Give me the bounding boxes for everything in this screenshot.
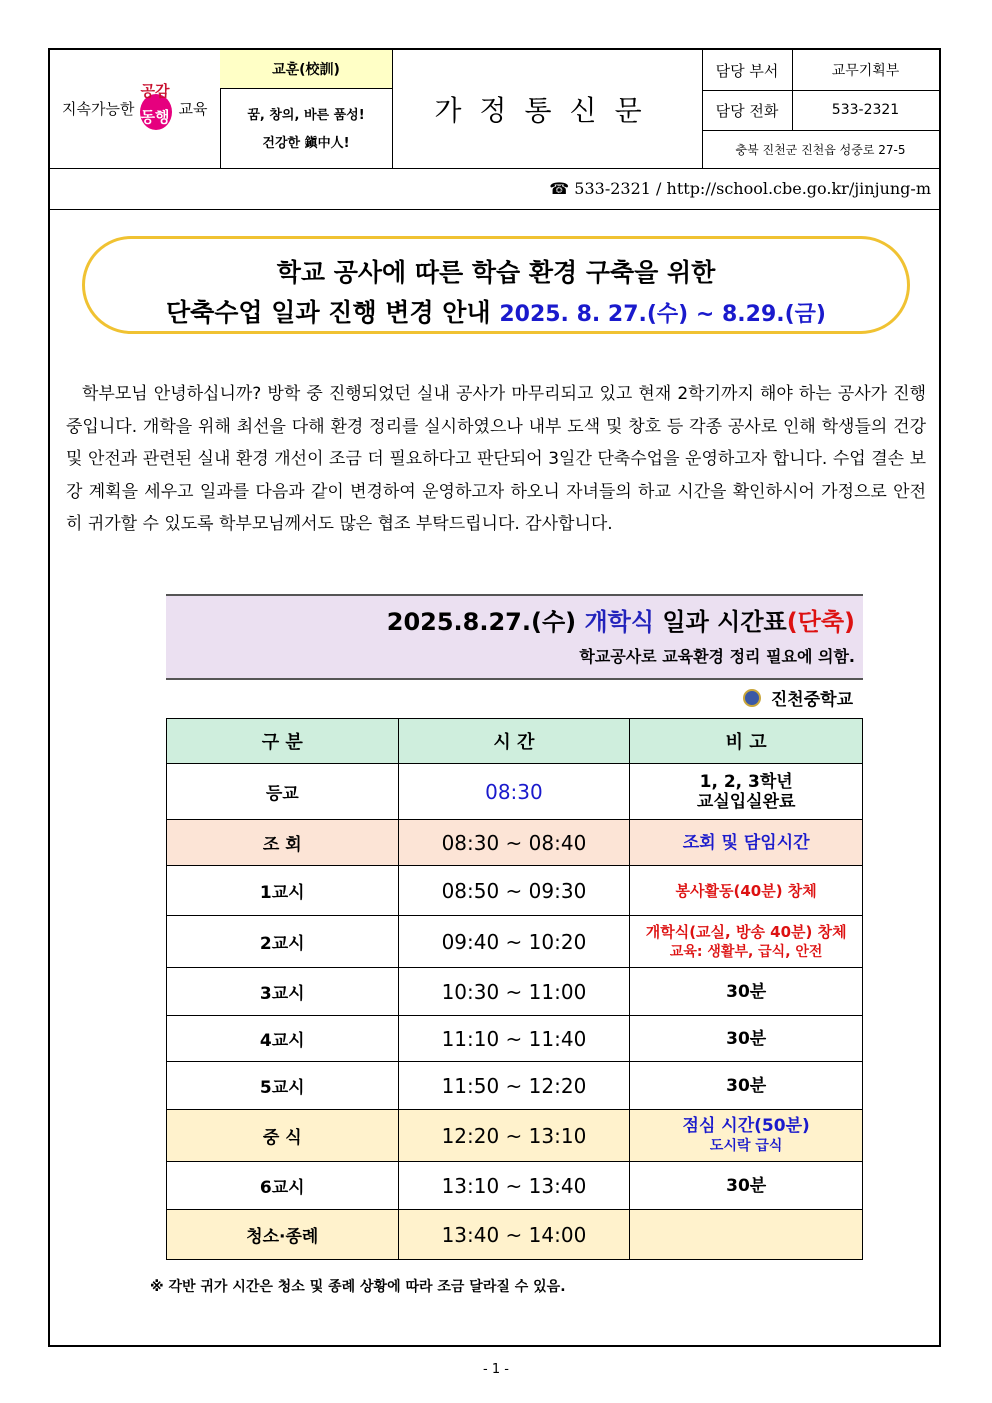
- row-note: [630, 1210, 863, 1260]
- row-time: 12:20 ~ 13:10: [398, 1110, 630, 1162]
- footnote: ※ 각반 귀가 시간은 청소 및 종례 상황에 따라 조금 달라질 수 있음.: [150, 1279, 566, 1295]
- row-note-line-1: 30분: [726, 1175, 767, 1196]
- row-note: [630, 1016, 863, 1062]
- schedule-subtitle: 학교공사로 교육환경 정리 필요에 의함.: [579, 647, 855, 666]
- row-note-line-1: 30분: [726, 1075, 767, 1096]
- row-note: [630, 866, 863, 916]
- table-row: [167, 1110, 863, 1162]
- header-time: 시 간: [398, 719, 630, 764]
- letter-body: 학부모님 안녕하십니까? 방학 중 진행되었던 실내 공사가 마무리되고 있고 현재 2학기까지 해야 하는 공사가 진행중입니다. 개학을 위해 최선을 다해 환경 정리를 실시하였으나 내부 도색 및 창호 등 각종 공사로 인해 학생들의 건강 및 안전과 관련된 실내 환경 개선이 조금 더 필요하다고 판단되어 3일간 단축수업을 운영하고자 합니다. 수업 결손 보강 계획을 세우고 일과를 다음과 같이 변경하여 운영하고자 하오니 자녀들의 하교 시간을 확인하시어 가정으로 안전히 귀가할 수 있도록 학부모님께서도 많은 협조 부탁드립니다. 감사합니다.: [66, 384, 926, 535]
- phone-value: 533-2321: [831, 102, 900, 118]
- contact-line: ☎ 533-2321 / http://school.cbe.go.kr/jinjung-m: [50, 168, 939, 210]
- table-row: [167, 866, 863, 916]
- table-row: [167, 968, 863, 1016]
- row-period: 5교시: [167, 1062, 399, 1110]
- row-time: 08:30 ~ 08:40: [398, 820, 630, 866]
- row-period: 2교시: [167, 916, 399, 968]
- row-period: 청소·종례: [167, 1210, 399, 1260]
- row-note-line-1: 30분: [726, 981, 767, 1002]
- row-note: [630, 1110, 863, 1162]
- announcement-subject: 단축수업 일과 진행 변경 안내: [165, 298, 491, 327]
- dept-label: 담당 부서: [702, 50, 793, 90]
- timetable-header: [167, 719, 863, 764]
- row-period: 4교시: [167, 1016, 399, 1062]
- row-note: [630, 968, 863, 1016]
- row-time: 11:10 ~ 11:40: [398, 1016, 630, 1062]
- motto-cell: [220, 50, 393, 168]
- table-row: [167, 1210, 863, 1260]
- table-row: [167, 1162, 863, 1210]
- school-address: 충북 진천군 진천읍 성중로 27-5: [735, 142, 906, 157]
- document-title: 가정통신문: [392, 50, 703, 168]
- row-note-line-1: 봉사활동(40분) 창체: [675, 881, 817, 900]
- schedule-title-note: (단축): [786, 608, 855, 636]
- row-period: 1교시: [167, 866, 399, 916]
- header: [50, 50, 939, 169]
- announcement-box: [82, 236, 910, 334]
- header-note: 비 고: [630, 719, 863, 764]
- row-note-line-1: 조회 및 담임시간: [682, 832, 810, 853]
- document-frame: [48, 48, 941, 1347]
- education-logo: [62, 82, 208, 128]
- school-name: [743, 685, 853, 710]
- row-note-line-2: 교육: 생활부, 급식, 안전: [669, 943, 823, 960]
- motto-line-1: 꿈, 창의, 바른 품성!: [247, 108, 365, 123]
- dept-row: [702, 50, 939, 91]
- logo-text-left: 지속가능한: [62, 99, 135, 118]
- announcement-line-2: [85, 293, 907, 329]
- motto-line-2: 건강한 鎭中人!: [262, 136, 350, 151]
- logo-text-bottom: 동행: [140, 108, 170, 126]
- row-time: 11:50 ~ 12:20: [398, 1062, 630, 1110]
- row-note: [630, 1162, 863, 1210]
- schedule-title: [387, 602, 855, 637]
- row-note-line-1: 30분: [726, 1028, 767, 1049]
- school-name-text: 진천중학교: [770, 690, 853, 710]
- header-period: 구 분: [167, 719, 399, 764]
- row-time: 13:10 ~ 13:40: [398, 1162, 630, 1210]
- phone-row: [702, 90, 939, 131]
- table-row: [167, 916, 863, 968]
- schedule-title-event: 개학식: [584, 608, 655, 636]
- logo-cell: [50, 50, 221, 168]
- announcement-line-1: 학교 공사에 따른 학습 환경 구축을 위한: [276, 258, 716, 287]
- schedule-header: [166, 594, 863, 680]
- logo-emblem: [138, 84, 174, 132]
- row-note: [630, 1062, 863, 1110]
- row-period: 3교시: [167, 968, 399, 1016]
- row-period: 조 회: [167, 820, 399, 866]
- table-row: [167, 764, 863, 820]
- table-row: [167, 1016, 863, 1062]
- school-emblem-icon: [743, 689, 761, 707]
- row-note-line-2: 도시락 급식: [709, 1137, 783, 1154]
- row-time: 13:40 ~ 14:00: [398, 1210, 630, 1260]
- phone-label: 담당 전화: [702, 90, 793, 130]
- motto-title: 교훈(校訓): [220, 50, 392, 89]
- table-row: [167, 820, 863, 866]
- row-note: [630, 916, 863, 968]
- row-time: 08:30: [398, 764, 630, 820]
- row-time: 08:50 ~ 09:30: [398, 866, 630, 916]
- row-period: 중 식: [167, 1110, 399, 1162]
- row-time: 10:30 ~ 11:00: [398, 968, 630, 1016]
- row-period: 6교시: [167, 1162, 399, 1210]
- schedule-title-date: 2025.8.27.(수): [386, 608, 577, 636]
- row-note-line-1: 1, 2, 3학년: [699, 771, 793, 792]
- row-period: 등교: [167, 764, 399, 820]
- row-note-line-2: 교실입실완료: [696, 791, 796, 812]
- timetable: [166, 718, 863, 1260]
- logo-text-right: 교육: [178, 99, 208, 118]
- dept-value: 교무기획부: [831, 63, 900, 79]
- row-note-line-1: 개학식(교실, 방송 40분) 창체: [645, 922, 847, 941]
- row-time: 09:40 ~ 10:20: [398, 916, 630, 968]
- page-number: - 1 -: [483, 1362, 509, 1377]
- info-cell: [702, 50, 939, 168]
- row-note: [630, 820, 863, 866]
- announcement-date: 2025. 8. 27.(수) ~ 8.29.(금): [499, 302, 826, 327]
- logo-text-top: 공감: [140, 82, 170, 100]
- row-note: [630, 764, 863, 820]
- table-row: [167, 1062, 863, 1110]
- schedule-title-rest: 일과 시간표: [662, 608, 787, 636]
- row-note-line-1: 점심 시간(50분): [682, 1115, 810, 1136]
